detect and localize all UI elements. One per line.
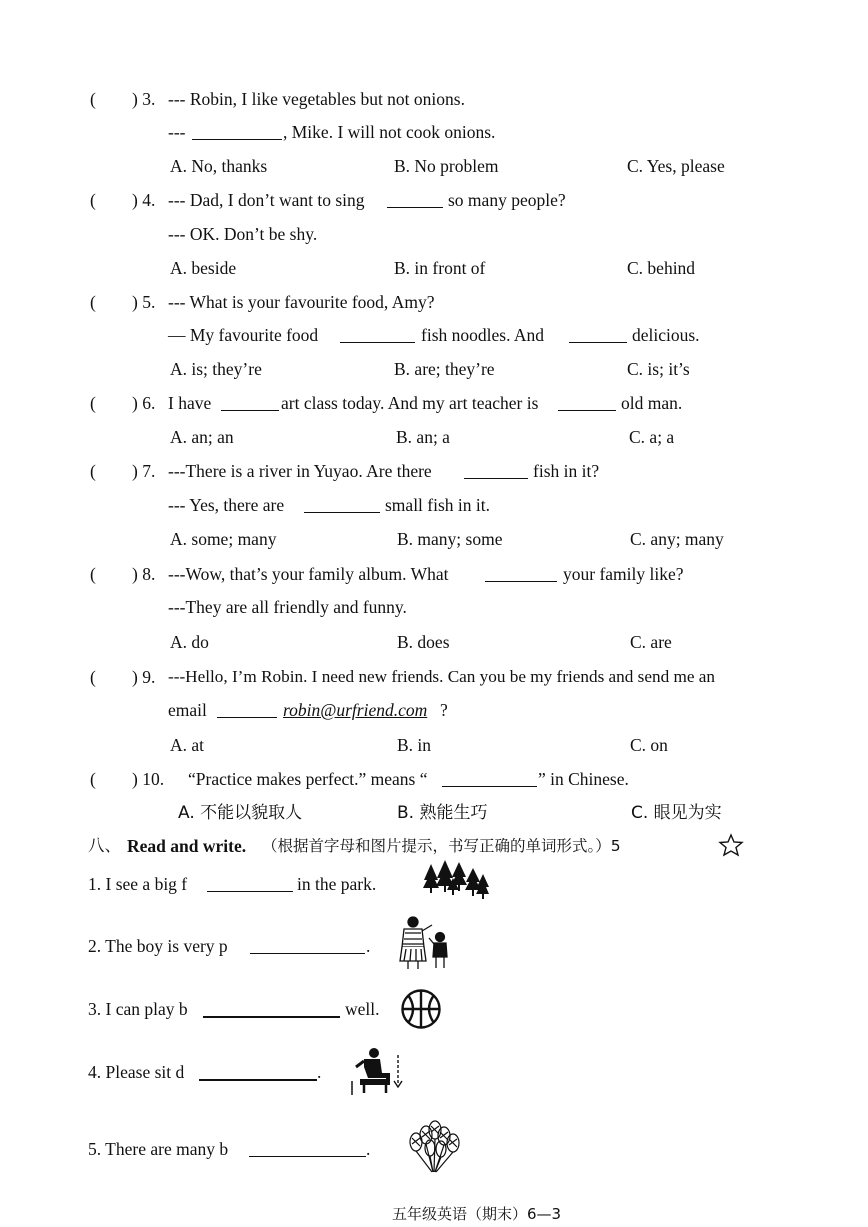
option-c[interactable]: C. a; a [629,427,675,447]
balloons-picture [406,1120,464,1174]
option-a[interactable]: A. beside [170,258,237,278]
question-text: I have [168,393,212,413]
question-text: ---Hello, I’m Robin. I need new friends. Can you be my friends and send me an [168,667,715,686]
answer-blank[interactable] [217,702,277,718]
answer-paren-open: ( [90,667,96,687]
section-title: Read and write. [127,836,247,856]
section-number: 八、 [88,836,121,855]
polite-boy-picture [398,913,454,971]
question-text: ---Wow, that’s your family album. What [168,564,449,584]
question-number: ) 10. [132,769,165,789]
answer-blank[interactable] [304,497,380,513]
answer-blank[interactable] [192,124,282,140]
question-number: ) 3. [132,89,156,109]
option-a[interactable]: A. is; they’re [170,359,262,379]
item-text: 3. I can play b [88,999,188,1019]
question-text: — My favourite food [168,325,319,345]
item-text: . [366,936,371,956]
question-text: small fish in it. [385,495,490,515]
option-c[interactable]: C. any; many [630,529,724,549]
answer-paren-open: ( [90,190,96,210]
question-text: your family like? [563,564,684,584]
question-text: so many people? [448,190,566,210]
answer-paren-open: ( [90,89,96,109]
answer-blank[interactable] [442,771,537,787]
answer-blank[interactable] [387,192,443,208]
answer-blank[interactable] [485,566,557,582]
question-text: --- [168,122,186,142]
question-text: ---They are all friendly and funny. [168,597,407,617]
option-a[interactable]: A. at [170,735,205,755]
sit-down-picture [346,1045,408,1097]
question-text: --- Dad, I don’t want to sing [168,190,365,210]
question-text: --- Robin, I like vegetables but not onions. [168,89,465,109]
option-a[interactable]: A. do [170,632,209,652]
question-text: --- OK. Don’t be shy. [168,224,318,244]
answer-paren-open: ( [90,461,96,481]
question-text: delicious. [632,325,700,345]
star-icon [718,833,744,857]
question-text: --- Yes, there are [168,495,285,515]
option-b[interactable]: B. in front of [394,258,486,278]
question-text: --- What is your favourite food, Amy? [168,292,435,312]
page-footer: 五年级英语（期末）6—3 [392,1205,562,1223]
answer-paren-open: ( [90,292,96,312]
basketball-picture [400,988,442,1030]
answer-blank[interactable] [569,327,627,343]
option-b[interactable]: B. in [397,735,432,755]
answer-paren-open: ( [90,769,96,789]
question-text: ” in Chinese. [538,769,629,789]
answer-blank[interactable] [203,1001,340,1018]
answer-blank[interactable] [249,1141,366,1157]
option-b[interactable]: B. No problem [394,156,499,176]
answer-blank[interactable] [207,876,293,892]
option-a[interactable]: A. some; many [170,529,277,549]
question-number: ) 9. [132,667,156,687]
option-c[interactable]: C. 眼见为实 [631,803,722,823]
option-a[interactable]: A. No, thanks [170,156,268,176]
answer-blank[interactable] [340,327,415,343]
item-text: 4. Please sit d [88,1062,185,1082]
option-c[interactable]: C. on [630,735,668,755]
option-b[interactable]: B. does [397,632,450,652]
question-text: , Mike. I will not cook onions. [283,122,496,142]
question-text: fish in it? [533,461,600,481]
question-text: old man. [621,393,683,413]
answer-blank[interactable] [250,938,365,954]
email-address: robin@urfriend.com [283,700,428,720]
option-b[interactable]: B. 熟能生巧 [397,803,488,823]
option-b[interactable]: B. many; some [397,529,503,549]
answer-paren-open: ( [90,564,96,584]
forest-picture [423,858,489,900]
option-c[interactable]: C. Yes, please [627,156,725,176]
question-number: ) 7. [132,461,156,481]
option-b[interactable]: B. are; they’re [394,359,495,379]
option-c[interactable]: C. behind [627,258,696,278]
answer-blank[interactable] [558,395,616,411]
question-text: “Practice makes perfect.” means “ [188,769,428,789]
section-instruction: （根据首字母和图片提示，书写正确的单词形式。）5 [262,837,621,855]
question-text: ? [440,700,448,720]
option-a[interactable]: A. an; an [170,427,234,447]
item-text: in the park. [297,874,377,894]
question-text: fish noodles. And [421,325,544,345]
option-c[interactable]: C. is; it’s [627,359,690,379]
question-text: email [168,700,207,720]
question-number: ) 6. [132,393,156,413]
answer-blank[interactable] [221,395,279,411]
item-text: . [317,1062,322,1082]
answer-paren-open: ( [90,393,96,413]
option-c[interactable]: C. are [630,632,672,652]
question-text: ---There is a river in Yuyao. Are there [168,461,432,481]
answer-blank[interactable] [199,1064,317,1081]
item-text: 5. There are many b [88,1139,229,1159]
option-b[interactable]: B. an; a [396,427,450,447]
question-number: ) 8. [132,564,156,584]
option-a[interactable]: A. 不能以貌取人 [178,803,303,823]
question-number: ) 5. [132,292,156,312]
item-text: well. [345,999,380,1019]
item-text: 2. The boy is very p [88,936,228,956]
answer-blank[interactable] [464,463,528,479]
item-text: . [366,1139,371,1159]
question-text: art class today. And my art teacher is [281,393,539,413]
item-text: 1. I see a big f [88,874,188,894]
question-number: ) 4. [132,190,156,210]
